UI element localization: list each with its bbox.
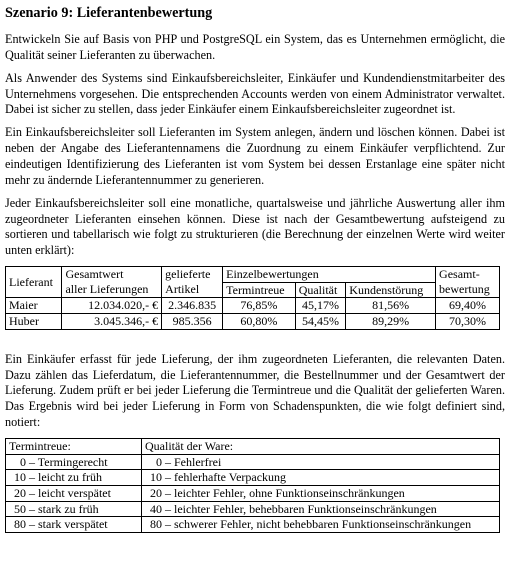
evaluation-table	[5, 266, 500, 330]
legend-header-row	[6, 439, 500, 455]
cell-lieferant: Huber	[6, 314, 62, 330]
paragraph-intro: Entwickeln Sie auf Basis von PHP und PostgreSQL ein System, das es Unternehmen ermöglicht, die Qualität seiner Lieferanten zu überwachen.	[5, 32, 505, 62]
cell-gesamt: 70,30%	[436, 314, 500, 330]
penalty-points-table	[5, 438, 500, 533]
legend-row	[6, 470, 500, 486]
cell-artikel: 2.346.835	[162, 298, 223, 314]
table-row	[6, 298, 500, 314]
legend-header-qualitaet: Qualität der Ware:	[142, 439, 500, 455]
cell-kundenstoerung: 89,29%	[346, 314, 436, 330]
cell-kundenstoerung: 81,56%	[346, 298, 436, 314]
header-gesamtwert-line1: Gesamtwert	[65, 267, 124, 282]
header-kundenstoerung: Kundenstörung	[346, 282, 436, 298]
page-title: Szenario 9: Lieferantenbewertung	[5, 5, 213, 21]
cell-gesamt: 69,40%	[436, 298, 500, 314]
cell-lieferant: Maier	[6, 298, 62, 314]
legend-header-termintreue: Termintreue:	[6, 439, 142, 455]
cell-termintreue: 76,85%	[223, 298, 296, 314]
header-gesamt-line1: Gesamt-	[439, 267, 480, 282]
legend-row	[6, 485, 500, 501]
cell-gesamtwert: 3.045.346,- €	[62, 314, 162, 330]
header-artikel-line1: gelieferte	[165, 267, 211, 282]
paragraph-users: Als Anwender des Systems sind Einkaufsbereichsleiter, Einkäufer und Kundendienstmitarbeiter des Unternehmens vorgesehen. Die entsprechenden Accounts werden von einem Administrator verwaltet. Dabei ist sicher zu stellen, dass jeder Einkäufer einem Einkaufsbereichsleiter zugeordnet ist.	[5, 70, 505, 117]
cell-gesamtwert: 12.034.020,- €	[62, 298, 162, 314]
legend-qualitaet-item: 10 – fehlerhafte Verpackung	[142, 470, 500, 486]
legend-qualitaet-item: 80 – schwerer Fehler, nicht behebbaren Funktionseinschränkungen	[142, 517, 500, 533]
legend-row	[6, 517, 500, 533]
legend-termintreue-item: 10 – leicht zu früh	[6, 470, 142, 486]
table-row	[6, 314, 500, 330]
legend-row	[6, 454, 500, 470]
header-gesamtbewertung	[436, 267, 500, 298]
legend-row	[6, 501, 500, 517]
legend-termintreue-item: 20 – leicht verspätet	[6, 485, 142, 501]
paragraph-evaluation: Jeder Einkaufsbereichsleiter soll eine monatliche, quartalsweise und jährliche Auswertung aller ihm zugeordneter Lieferanten einsehen können. Diese ist nach der Gesamtbewertung aufsteigend zu sortieren und tabellarisch wie folgt zu strukturieren (die Berechnung der einzelnen Werte wird weiter unten erklärt):	[5, 195, 505, 258]
paragraph-deliveries: Ein Einkäufer erfasst für jede Lieferung, der ihm zugeordneten Lieferanten, die relevanten Daten. Dazu zählen das Lieferdatum, die Lieferantennummer, die Bestellnummer und der Gesamtwert der Lieferung. Zudem prüft er bei jeder Lieferung die Termintreue und die Qualität der gelieferten Waren. Das Ergebnis wird bei jeder Lieferung in Form von Schadenspunkten, die wie folgt definiert sind, notiert:	[5, 351, 505, 430]
legend-qualitaet-item: 0 – Fehlerfrei	[142, 454, 500, 470]
header-gesamtwert	[62, 267, 162, 298]
header-lieferant: Lieferant	[6, 267, 62, 298]
paragraph-suppliers: Ein Einkaufsbereichsleiter soll Lieferanten im System anlegen, ändern und löschen können. Dabei ist neben der Angabe des Lieferantennamens die Zuordnung zu einem Einkäufer verpflichtend. Zur eindeutigen Identifizierung des Lieferanten ist vom System bei dessen Erstanlage eine später nicht mehr zu ändernde Lieferantennummer zu generieren.	[5, 125, 505, 187]
cell-artikel: 985.356	[162, 314, 223, 330]
header-artikel-line2: Artikel	[165, 281, 200, 296]
header-gesamt-line2: bewertung	[439, 281, 490, 296]
header-einzelbewertungen: Einzelbewertungen	[223, 267, 436, 283]
cell-qualitaet: 45,17%	[295, 298, 346, 314]
header-gesamtwert-line2: aller Lieferungen	[65, 281, 149, 296]
legend-termintreue-item: 50 – stark zu früh	[6, 501, 142, 517]
legend-termintreue-item: 80 – stark verspätet	[6, 517, 142, 533]
legend-termintreue-item: 0 – Termingerecht	[6, 454, 142, 470]
legend-qualitaet-item: 40 – leichter Fehler, behebbaren Funktionseinschränkungen	[142, 501, 500, 517]
cell-qualitaet: 54,45%	[295, 314, 346, 330]
header-artikel	[162, 267, 223, 298]
table-header-row	[6, 267, 500, 283]
cell-termintreue: 60,80%	[223, 314, 296, 330]
header-qualitaet: Qualität	[295, 282, 346, 298]
header-termintreue: Termintreue	[223, 282, 296, 298]
legend-qualitaet-item: 20 – leichter Fehler, ohne Funktionseinschränkungen	[142, 485, 500, 501]
